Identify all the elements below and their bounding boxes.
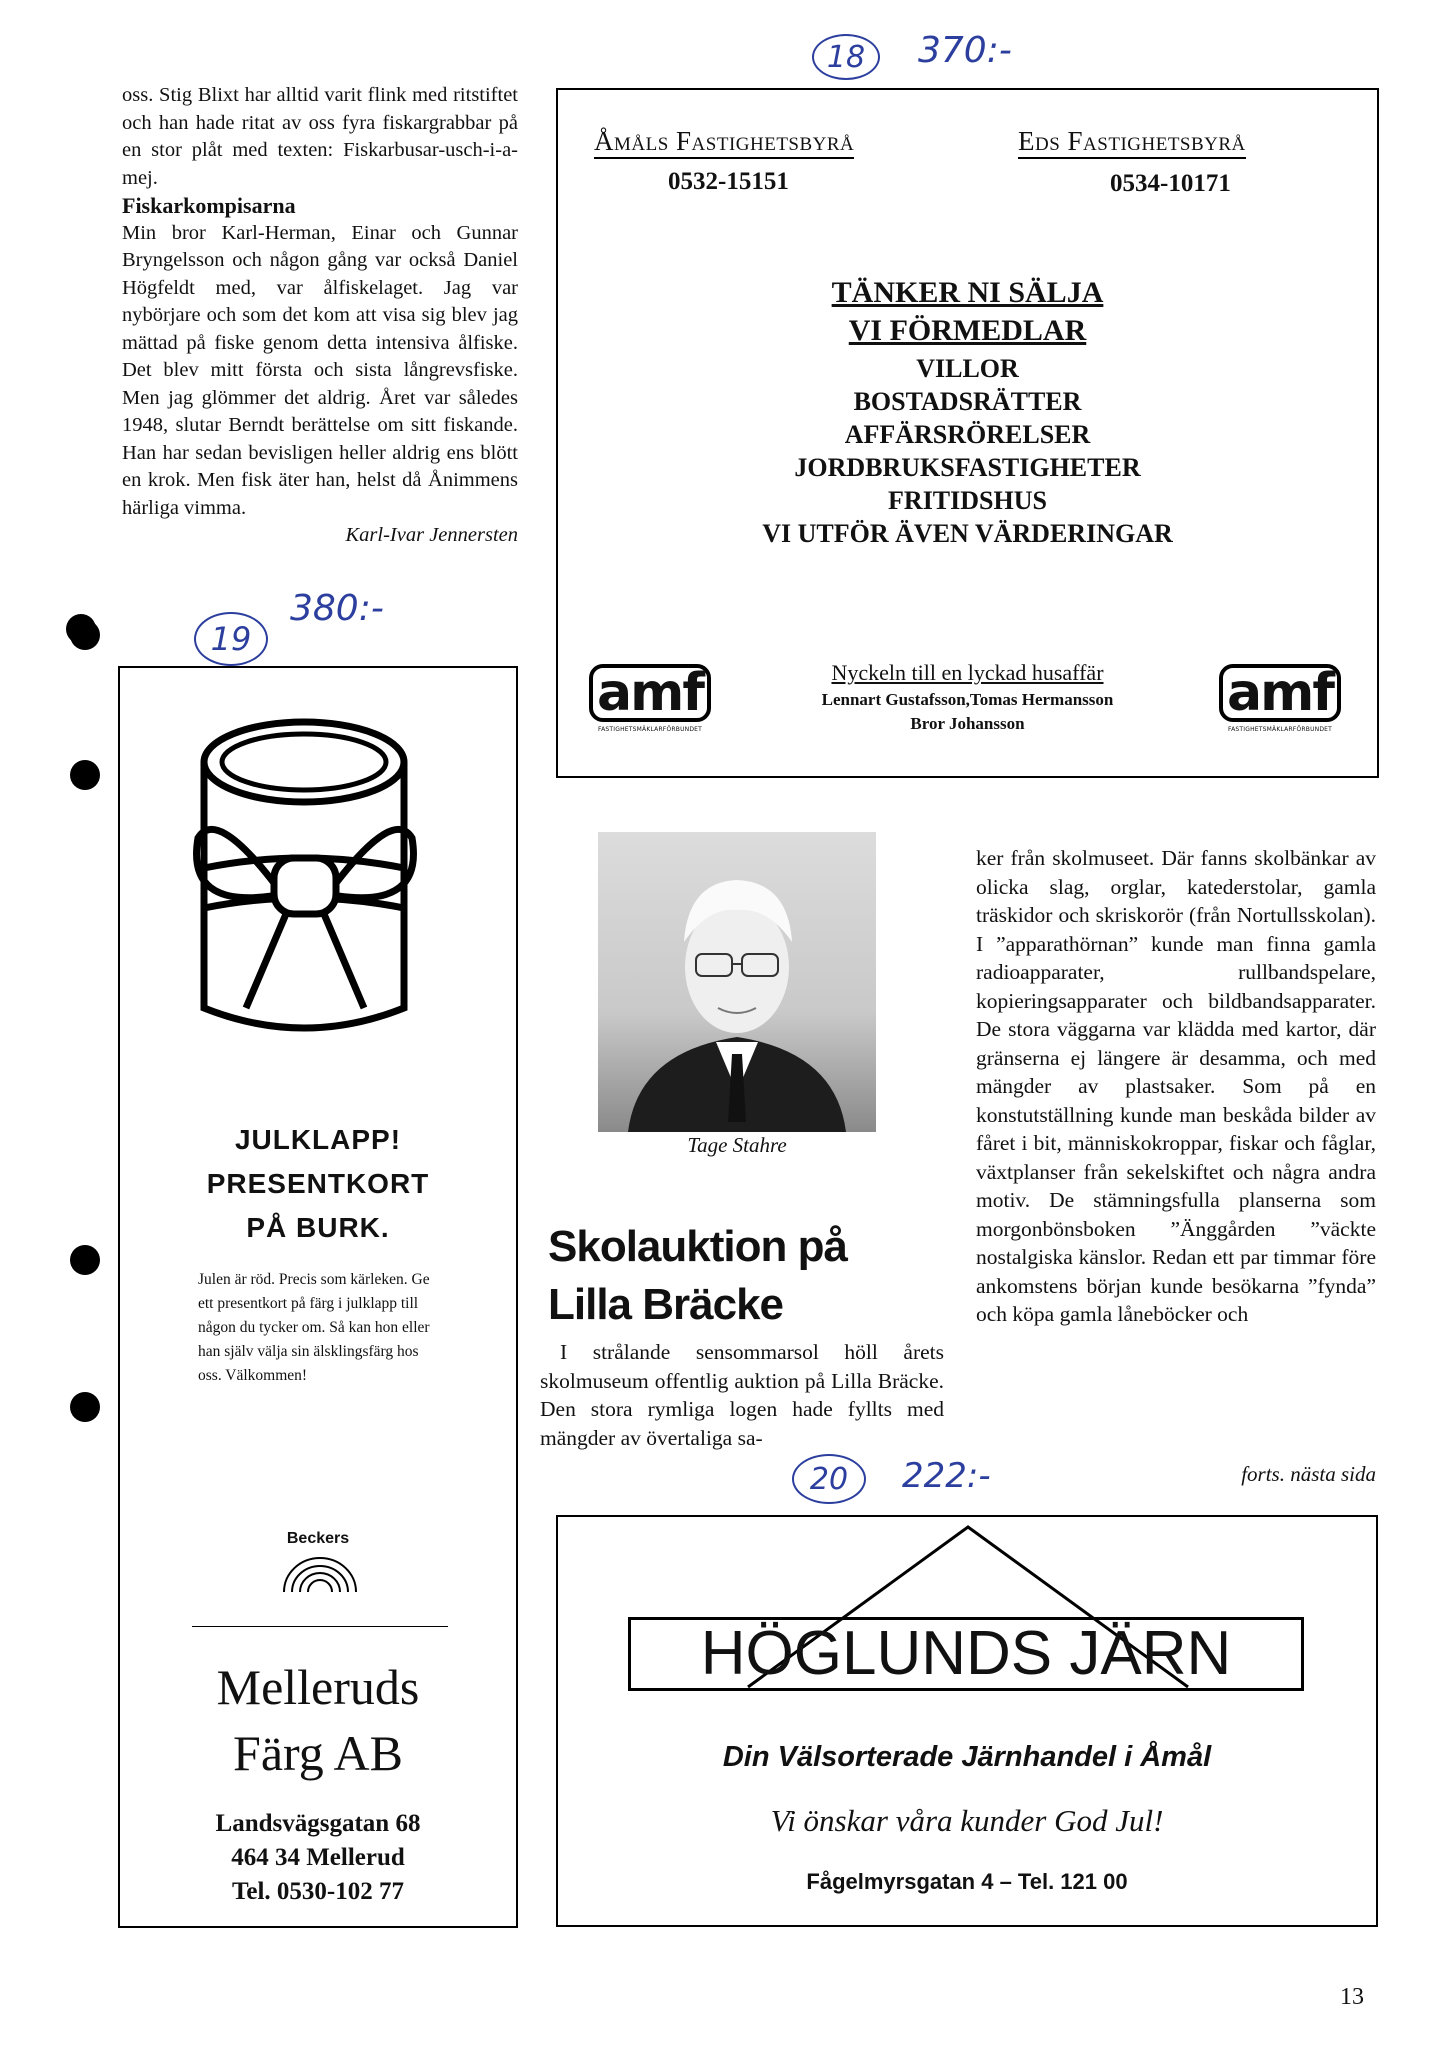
ad-number: 19 [210, 620, 252, 658]
ad-headline: JULKLAPP! [234, 1124, 402, 1155]
broker-names: Lennart Gustafsson,Tomas Hermansson [821, 690, 1114, 709]
amf-logo [1218, 664, 1342, 733]
store-address: Landsvägsgatan 68 [215, 1810, 421, 1837]
store-name: Färg AB [233, 1725, 403, 1781]
store-logo [628, 1617, 1304, 1691]
ad-slogan: Nyckeln till en lyckad husaffär [831, 660, 1104, 685]
ad-number-circle [792, 1454, 866, 1504]
punch-hole [66, 614, 96, 644]
service-item: FRITIDSHUS [888, 486, 1047, 515]
hardware-store-ad [556, 1515, 1378, 1927]
amf-logo-mark: amf [589, 664, 711, 722]
portrait-photo [598, 832, 876, 1132]
article-title: Lilla Bräcke [548, 1280, 784, 1329]
broker-names: Bror Johansson [910, 714, 1025, 733]
ad-headline: VI FÖRMEDLAR [848, 314, 1087, 347]
paint-store-ad [118, 666, 518, 1928]
real-estate-ad [556, 88, 1379, 778]
punch-hole [70, 1392, 100, 1422]
ad-headline: TÄNKER NI SÄLJA [831, 276, 1104, 309]
paint-can-icon [176, 718, 436, 1048]
ad-price-note: 380:- [290, 588, 384, 629]
store-logo-text: HÖGLUNDS JÄRN [700, 1619, 1232, 1688]
agency-phone: 0534-10171 [1110, 170, 1231, 197]
store-name: Melleruds [216, 1659, 420, 1715]
service-item: BOSTADSRÄTTER [853, 387, 1082, 416]
photo-caption: Tage Stahre [687, 1133, 787, 1157]
service-item: JORDBRUKSFASTIGHETER [794, 453, 1141, 482]
punch-hole [70, 1245, 100, 1275]
ad-price-note: 370:- [918, 30, 1012, 71]
article-body: ker från skolmuseet. Där fanns skolbänkar av olicka slag, orglar, katederstolar, gamla träskidor och skriskorör (från Nortullsskolan). I ”apparathörnan” kunde man finna gamla radioapparater, rullbandspelare, kopieringsapparater och bildbandsapparater. De stora väggarna var klädda med kartor, där gränserna ej längere är desamma, och med mängder av plastsaker. Som på en konstutställning kunde man beskåda bilder av fåret i bit, människokroppar, fiskar och fåglar, växtplanser från sekelskiftet och några andra motiv. De stämningsfulla planserna som morgonbönsboken ”Änggården ”väckte nostalgiska känslor. Redan ett par timmar före ankomstens början kunde besökarna ”fynda” och köpa gamla låneböcker och [976, 846, 1376, 1326]
ad-number-circle [194, 612, 268, 666]
divider [192, 1626, 448, 1627]
punch-hole [70, 760, 100, 790]
brand-name: Beckers [286, 1530, 350, 1547]
amf-logo-caption: FASTIGHETSMÄKLARFÖRBUNDET [1227, 726, 1333, 733]
agency-name: Eds Fastighetsbyrå [1018, 126, 1246, 159]
service-item: VI UTFÖR ÄVEN VÄRDERINGAR [762, 519, 1173, 548]
ad-body: Julen är röd. Precis som kärleken. Ge ett presentkort på färg i julklapp till någon du tycker om. Så kan hon eller han själv välja sin älsklingsfärg hos oss. Välkommen! [198, 1271, 430, 1384]
story-paragraph: Min bror Karl-Herman, Einar och Gunnar Bryngelsson och någon gång var också Daniel Högfeldt med, var ålfiskelaget. Jag var nybörjare och som det kom att visa sig blev jag mättad på fiske genom detta intensiva ålfiske. Det blev mitt första och sista långrevsfiske. Men jag glömmer det aldrig. Året var således 1948, slutar Berndt berättelse om sitt fiskande. Han har sedan bevisligen heller aldrig ens blött en krok. Men fisk äter han, helst då Ånimmens härliga vimma. [122, 221, 518, 519]
store-address: Fågelmyrsgatan 4 – Tel. 121 00 [806, 1869, 1128, 1894]
store-phone: Tel. 0530-102 77 [232, 1878, 404, 1905]
ad-headline: PRESENTKORT [206, 1168, 430, 1199]
amf-logo-caption: FASTIGHETSMÄKLARFÖRBUNDET [597, 726, 703, 733]
agency-phone: 0532-15151 [668, 168, 789, 195]
ad-headline: PÅ BURK. [246, 1212, 390, 1243]
ad-number: 20 [809, 1461, 849, 1497]
story-author: Karl-Ivar Jennersten [345, 524, 518, 546]
portrait-figure-icon [598, 832, 876, 1132]
ad-number-circle [812, 34, 880, 80]
article-lead: I strålande sensommarsol höll årets skolmuseum offentlig auktion på Lilla Bräcke. Den stora rymliga logen hade fyllts med mängder av övertaliga sa- [540, 1340, 944, 1450]
page-number: 13 [1340, 1984, 1364, 2010]
rainbow-logo-icon [280, 1554, 360, 1594]
amf-logo-mark: amf [1219, 664, 1341, 722]
story-column [122, 82, 518, 550]
ad-price-note: 222:- [902, 1456, 991, 1496]
service-item: AFFÄRSRÖRELSER [844, 420, 1091, 449]
ad-number: 18 [826, 39, 866, 75]
store-address: 464 34 Mellerud [231, 1844, 405, 1871]
agency-name: Åmåls Fastighetsbyrå [594, 126, 854, 159]
story-subheading: Fiskarkompisarna [122, 193, 296, 218]
ad-greeting: Vi önskar våra kunder God Jul! [770, 1803, 1164, 1838]
service-item: VILLOR [916, 354, 1019, 383]
amf-logo [588, 664, 712, 733]
continued-note: forts. nästa sida [1241, 1462, 1376, 1486]
ad-tagline: Din Välsorterade Järnhandel i Åmål [722, 1741, 1212, 1773]
story-paragraph: oss. Stig Blixt har alltid varit flink med ritstiftet och han hade ritat av oss fyra fiskargrabbar på en stor plåt med texten: Fiskarbusar-usch-i-a-mej. [122, 84, 518, 189]
article-title: Skolauktion på [548, 1222, 847, 1271]
